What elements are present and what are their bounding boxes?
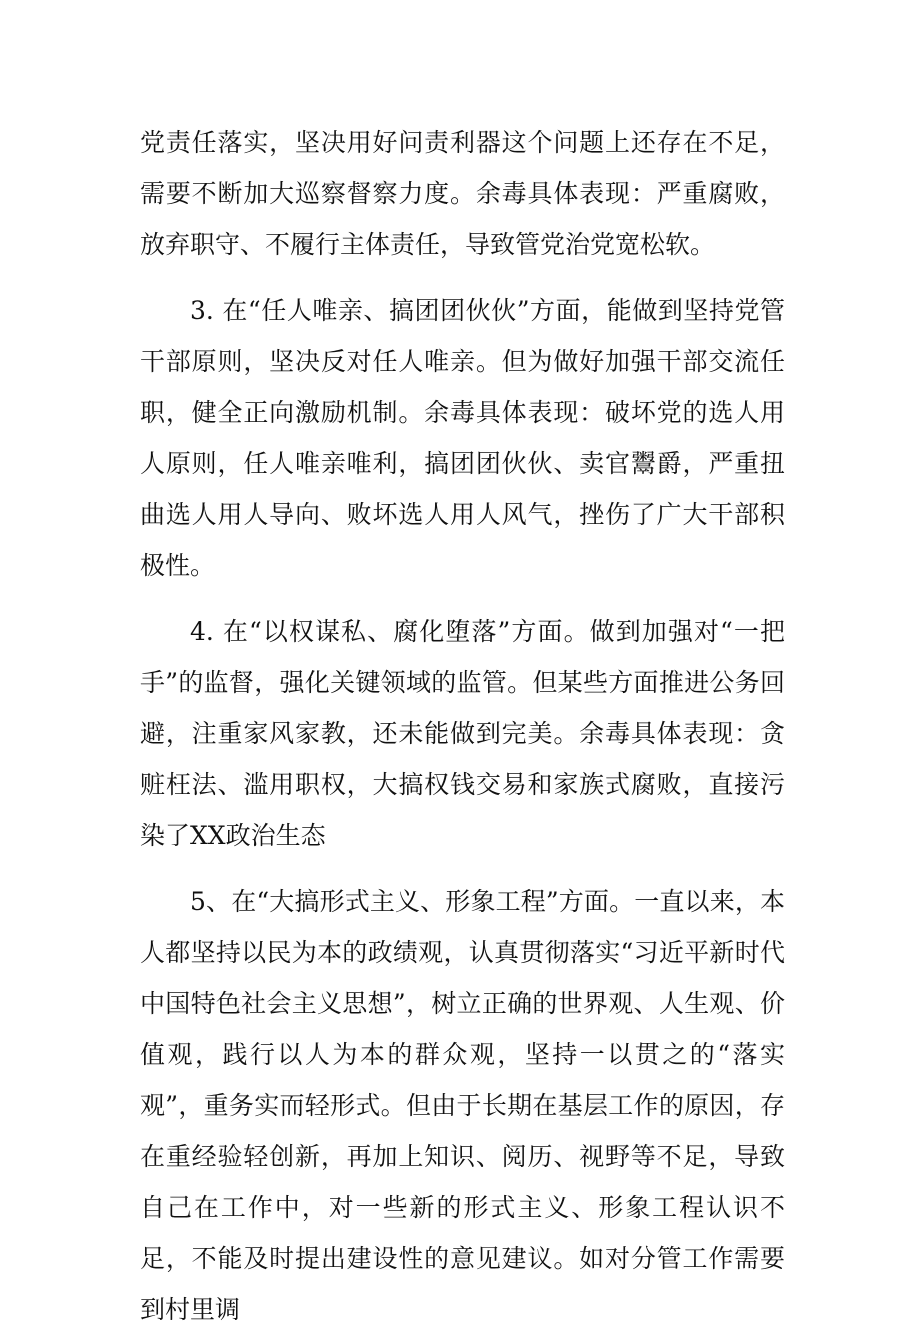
paragraph-5-formalism: 5、在“大搞形式主义、形象工程”方面。一直以来，本人都坚持以民为本的政绩观，认真贯彻落实“习近平新时代中国特色社会主义思想”，树立正确的世界观、人生观、价值观，践行以人为本的群众观，坚持一以贯之的“落实观”，重务实而轻形式。但由于长期在基层工作的原因，存在重经验轻创新，再加上知识、阅历、视野等不足，导致自己在工作中，对一些新的形式主义、形象工程认识不足，不能及时提出建设性的意见建议。如对分管工作需要到村里调 [140,887,785,1324]
document-body [140,117,785,1335]
paragraph-1-continued: 党责任落实，坚决用好问责利器这个问题上还存在不足，需要不断加大巡察督察力度。余毒具体表现：严重腐败，放弃职守、不履行主体责任，导致管党治党宽松软。 [140,128,785,259]
paragraph-3-cronyism: 3. 在“任人唯亲、搞团团伙伙”方面，能做到坚持党管干部原则，坚决反对任人唯亲。但为做好加强干部交流任职，健全正向激励机制。余毒具体表现：破坏党的选人用人原则，任人唯亲唯利，搞团团伙伙、卖官鬻爵，严重扭曲选人用人导向、败坏选人用人风气，挫伤了广大干部积极性。 [140,296,785,580]
paragraph-4-abuse-of-power: 4. 在“以权谋私、腐化堕落”方面。做到加强对“一把手”的监督，强化关键领域的监管。但某些方面推进公务回避，注重家风家教，还未能做到完美。余毒具体表现：贪赃枉法、滥用职权，大搞权钱交易和家族式腐败，直接污染了XX政治生态 [140,617,785,850]
